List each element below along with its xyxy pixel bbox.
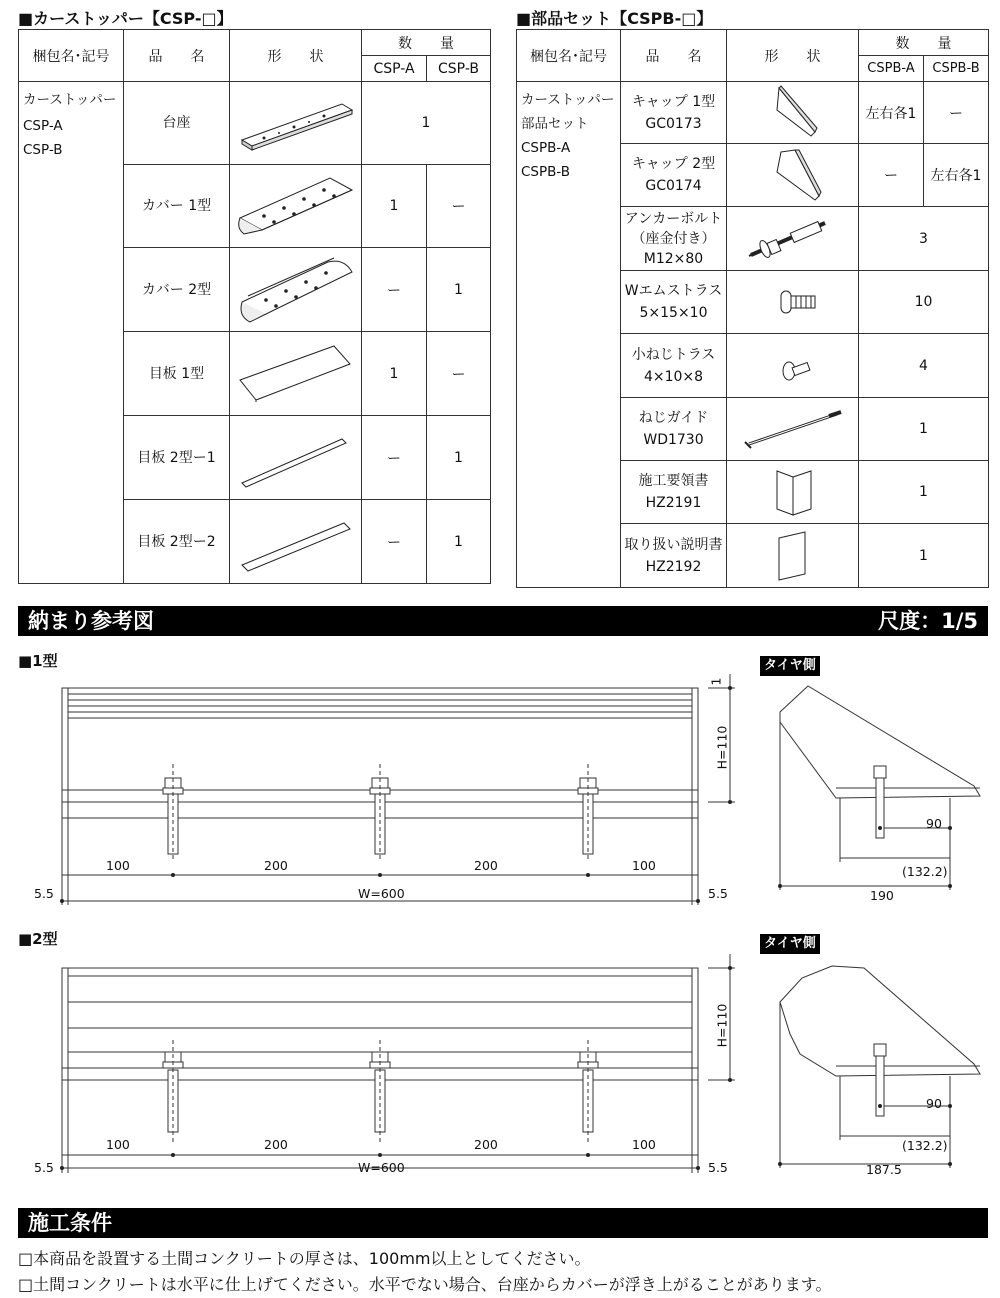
dim-edge-right: 5.5 <box>708 886 728 901</box>
header-csp-b: CSP-B <box>427 56 491 82</box>
part-name <box>621 207 727 271</box>
package-cell <box>517 82 621 588</box>
part-name-line: キャップ 2型 <box>631 156 716 172</box>
dim-height: H=110 <box>714 1003 730 1048</box>
dim-100-left: 100 <box>106 858 130 873</box>
small-screw-drawing <box>727 334 859 398</box>
dim-100-right: 100 <box>632 1137 656 1152</box>
condition-item: □本商品を設置する土間コンクリートの厚さは、100mm以上としてください。 <box>18 1249 591 1268</box>
part-name: 目板 1型 <box>124 332 230 416</box>
header-quantity: 数 量 <box>362 30 491 56</box>
package-code-a: CSP-A <box>23 118 63 134</box>
qty-b: 1 <box>427 500 491 584</box>
qty-b: 1 <box>427 248 491 332</box>
part-name <box>621 271 727 334</box>
part-name <box>621 398 727 461</box>
dim-edge-left: 5.5 <box>34 1160 54 1175</box>
dim-height: H=110 <box>714 725 730 770</box>
part-code: GC0173 <box>645 115 702 132</box>
part-name <box>621 82 727 144</box>
qty-merged: 10 <box>859 271 989 334</box>
header-cspb-b: CSPB-B <box>924 56 989 82</box>
part-code: HZ2192 <box>645 558 702 575</box>
side-dim-132: (132.2) <box>902 864 948 879</box>
header-package: 梱包名･記号 <box>19 30 124 82</box>
part-name <box>621 334 727 398</box>
tire-side-tag: タイヤ側 <box>760 656 820 676</box>
header-name: 品 名 <box>621 30 727 82</box>
header-quantity: 数 量 <box>859 30 989 56</box>
type1-label: ■1型 <box>18 652 58 670</box>
part-name-line: （座金付き） <box>631 230 716 247</box>
anchor-bolt-drawing <box>727 207 859 271</box>
qty-merged: 1 <box>859 461 989 524</box>
type2-side-view <box>770 954 992 1184</box>
cover-plate-type1-drawing <box>230 332 362 416</box>
part-code: HZ2191 <box>645 495 702 511</box>
truss-screw-drawing <box>727 271 859 334</box>
type2-front-view <box>0 948 760 1188</box>
dim-top: 1 <box>708 677 724 686</box>
part-name: カバー 2型 <box>124 248 230 332</box>
qty-a: 1 <box>362 165 427 248</box>
qty-a: ー <box>859 144 924 207</box>
package-code-a: CSPB-A <box>521 140 571 156</box>
instruction-sheet-icon <box>727 524 859 588</box>
qty-b: ー <box>427 165 491 248</box>
dim-edge-right: 5.5 <box>708 1160 728 1175</box>
side-dim-90: 90 <box>926 816 942 831</box>
dim-100-right: 100 <box>632 858 656 873</box>
cap-type2-drawing <box>727 144 859 207</box>
reference-title: 納まり参考図 <box>28 609 154 633</box>
qty-a: ー <box>362 248 427 332</box>
side-dim-total: 190 <box>870 888 894 903</box>
side-dim-total: 187.5 <box>866 1162 902 1177</box>
qty-a: 左右各1 <box>859 82 924 144</box>
right-table-title: ■部品セット【CSPB-□】 <box>516 9 713 28</box>
side-dim-132: (132.2) <box>902 1138 948 1153</box>
part-code: GC0174 <box>645 178 702 194</box>
part-name-line: アンカーボルト <box>624 210 723 227</box>
cover-type1-drawing <box>230 165 362 248</box>
dim-200-right: 200 <box>474 1137 498 1152</box>
part-name: 目板 2型ー1 <box>124 416 230 500</box>
qty-merged: 4 <box>859 334 989 398</box>
type1-front-view <box>0 660 760 920</box>
qty-b: ー <box>427 332 491 416</box>
base-plate-drawing <box>230 82 362 165</box>
part-name-line: Wエムストラス <box>624 283 723 299</box>
dim-200-left: 200 <box>264 1137 288 1152</box>
dim-edge-left: 5.5 <box>34 886 54 901</box>
qty-b: 左右各1 <box>924 144 989 207</box>
left-parts-table <box>18 29 491 584</box>
qty-merged: 1 <box>859 398 989 461</box>
conditions-bar <box>18 1208 988 1238</box>
part-name: 台座 <box>124 82 230 165</box>
dim-width: W=600 <box>358 886 405 901</box>
part-code: M12×80 <box>643 250 704 267</box>
type1-side-view <box>770 676 992 908</box>
conditions-title: 施工条件 <box>28 1211 112 1235</box>
side-dim-90: 90 <box>926 1096 942 1111</box>
part-name-line: 取り扱い説明書 <box>624 536 723 553</box>
dim-200-left: 200 <box>264 858 288 873</box>
package-name: カーストッパー <box>23 92 117 108</box>
cover-plate-type2-2-drawing <box>230 500 362 584</box>
header-cspb-a: CSPB-A <box>859 56 924 82</box>
dim-200-right: 200 <box>474 858 498 873</box>
qty-merged: 3 <box>859 207 989 271</box>
part-name: カバー 1型 <box>124 165 230 248</box>
package-name: カーストッパー <box>521 92 615 108</box>
cover-type2-drawing <box>230 248 362 332</box>
part-name-line: 小ねじトラス <box>631 346 716 363</box>
part-name-line: 施工要領書 <box>638 473 709 489</box>
cap-type1-drawing <box>727 82 859 144</box>
header-name: 品 名 <box>124 30 230 82</box>
cover-plate-type2-1-drawing <box>230 416 362 500</box>
part-name-line: ねじガイド <box>638 410 709 426</box>
part-name: 目板 2型ー2 <box>124 500 230 584</box>
part-name <box>621 461 727 524</box>
scale-label: 尺度：1/5 <box>878 609 978 633</box>
part-name <box>621 524 727 588</box>
qty-b: 1 <box>427 416 491 500</box>
right-parts-table <box>516 29 989 588</box>
screw-guide-drawing <box>727 398 859 461</box>
part-code: 5×15×10 <box>639 305 708 321</box>
qty-merged: 1 <box>859 524 989 588</box>
qty-a: 1 <box>362 332 427 416</box>
tire-side-tag: タイヤ側 <box>760 934 820 954</box>
header-shape: 形 状 <box>727 30 859 82</box>
dim-width: W=600 <box>358 1160 405 1175</box>
part-code: WD1730 <box>643 432 704 448</box>
header-shape: 形 状 <box>230 30 362 82</box>
qty-merged: 1 <box>362 82 491 165</box>
left-table-title: ■カーストッパー【CSP-□】 <box>18 9 233 28</box>
package-code-b: CSP-B <box>23 142 63 158</box>
qty-a: ー <box>362 416 427 500</box>
package-cell <box>19 82 124 584</box>
header-csp-a: CSP-A <box>362 56 427 82</box>
type2-label: ■2型 <box>18 930 58 948</box>
part-name <box>621 144 727 207</box>
package-code-b: CSPB-B <box>521 164 571 180</box>
qty-a: ー <box>362 500 427 584</box>
qty-b: ー <box>924 82 989 144</box>
header-package: 梱包名･記号 <box>517 30 621 82</box>
part-name-line: キャップ 1型 <box>631 93 716 110</box>
package-subname: 部品セット <box>521 116 589 132</box>
condition-item: □土間コンクリートは水平に仕上げてください。水平でない場合、台座からカバーが浮き上がることがあります。 <box>18 1275 832 1294</box>
dim-100-left: 100 <box>106 1137 130 1152</box>
manual-booklet-icon <box>727 461 859 524</box>
reference-drawing-bar <box>18 606 988 636</box>
part-code: 4×10×8 <box>643 368 704 385</box>
